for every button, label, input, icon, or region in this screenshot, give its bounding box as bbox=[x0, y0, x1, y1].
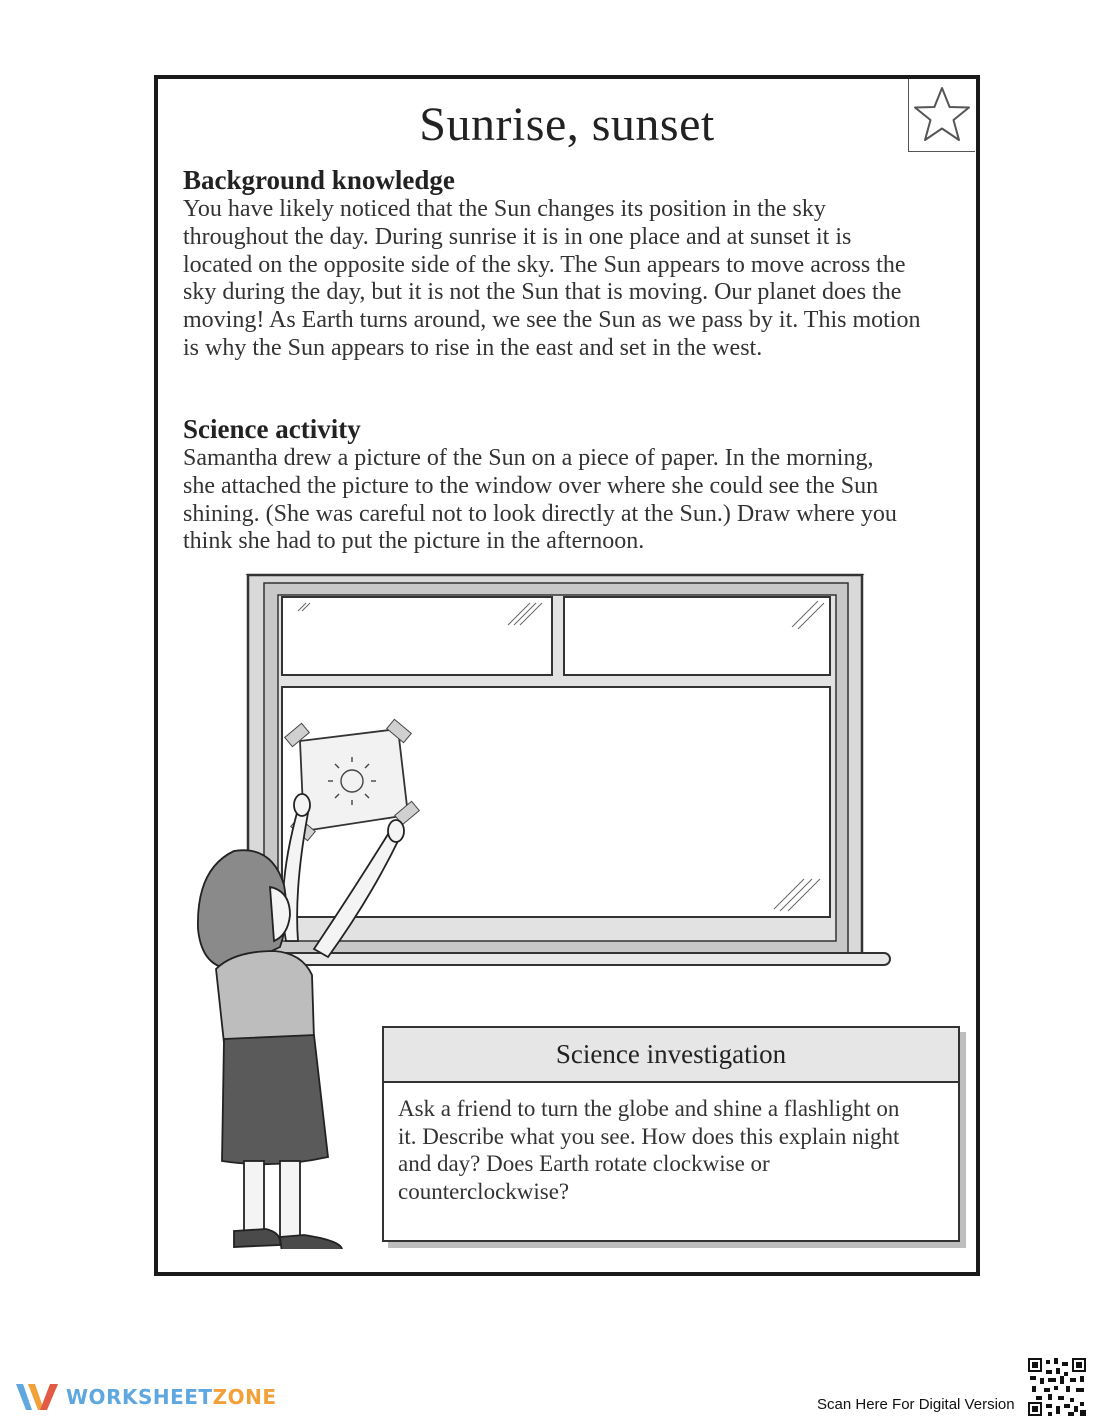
investigation-line: and day? Does Earth rotate clockwise or bbox=[398, 1151, 770, 1176]
investigation-body bbox=[384, 1083, 958, 1205]
background-line: throughout the day. During sunrise it is in one place and at sunset it is bbox=[183, 223, 852, 250]
activity-paragraph bbox=[183, 445, 897, 556]
brand-name bbox=[66, 1385, 276, 1409]
background-line: moving! As Earth turns around, we see the Sun as we pass by it. This motion bbox=[183, 307, 921, 334]
background-line: is why the Sun appears to rise in the east and set in the west. bbox=[183, 334, 763, 361]
investigation-line: it. Describe what you see. How does this explain night bbox=[398, 1123, 900, 1149]
activity-heading: Science activity bbox=[183, 414, 361, 444]
brand-name-part1: WORKSHEET bbox=[66, 1385, 213, 1409]
background-line: You have likely noticed that the Sun changes its position in the sky bbox=[183, 196, 826, 222]
activity-line: think she had to put the picture in the afternoon. bbox=[183, 528, 645, 555]
investigation-heading: Science investigation bbox=[384, 1028, 958, 1083]
background-line: sky during the day, but it is not the Sun that is moving. Our planet does the bbox=[183, 279, 902, 306]
page-title: Sunrise, sunset bbox=[419, 98, 715, 151]
brand-logo[interactable] bbox=[14, 1380, 276, 1414]
investigation-line: counterclockwise? bbox=[398, 1178, 570, 1204]
investigation-box bbox=[382, 1026, 960, 1242]
worksheetzone-logo-icon bbox=[14, 1380, 60, 1414]
background-heading: Background knowledge bbox=[183, 165, 455, 195]
activity-line: Samantha drew a picture of the Sun on a piece of paper. In the morning, bbox=[183, 445, 874, 471]
background-line: located on the opposite side of the sky. The Sun appears to move across the bbox=[183, 251, 906, 278]
brand-name-part2: ZONE bbox=[212, 1385, 277, 1409]
investigation-line: Ask a friend to turn the globe and shine a flashlight on bbox=[398, 1096, 900, 1121]
activity-line: she attached the picture to the window over where she could see the Sun bbox=[183, 472, 879, 499]
qr-code-icon[interactable] bbox=[1028, 1358, 1086, 1416]
worksheet-frame bbox=[154, 75, 980, 1276]
scan-label: Scan Here For Digital Version bbox=[817, 1396, 1015, 1413]
background-paragraph bbox=[183, 196, 920, 363]
girl-figure bbox=[198, 794, 404, 1249]
activity-line: shining. (She was careful not to look directly at the Sun.) Draw where you bbox=[183, 500, 897, 527]
